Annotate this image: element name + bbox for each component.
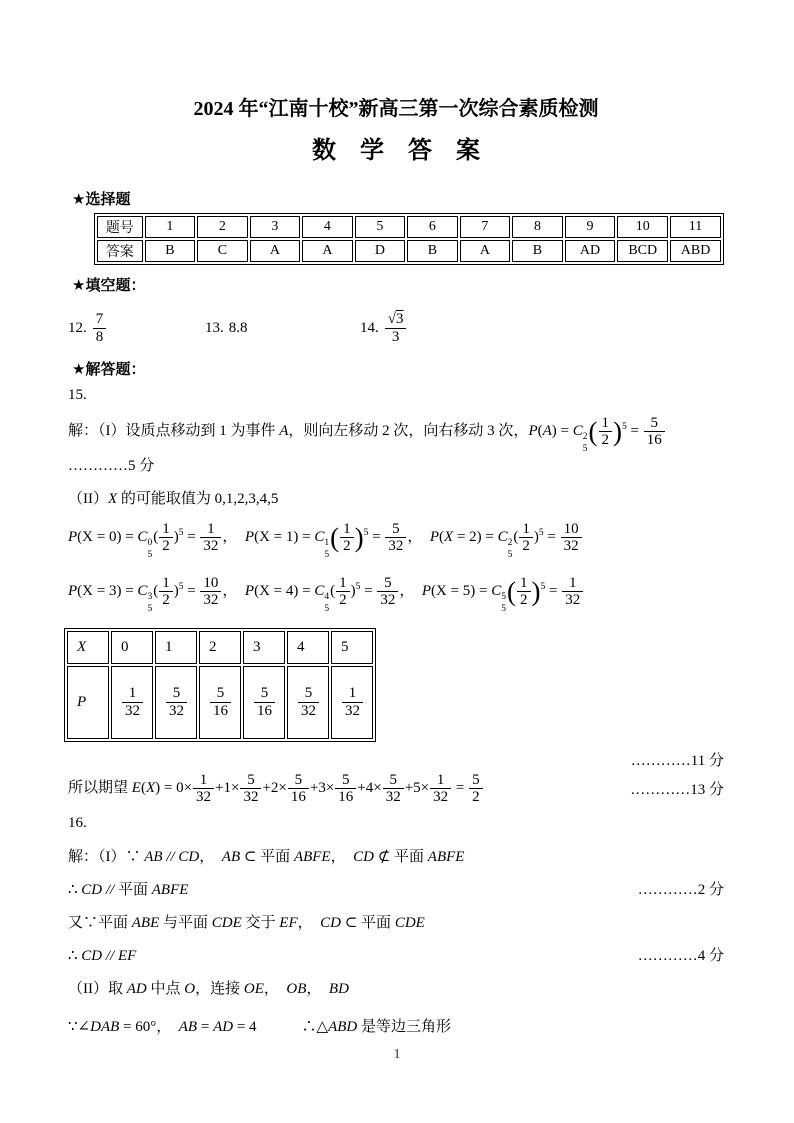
number-cell: 5 xyxy=(355,216,406,238)
number-cell: 11 xyxy=(670,216,721,238)
p-cell: $\frac{1}{32}$ xyxy=(331,666,373,739)
solution-line: P(X = 3) = C 3 5 ( $\frac{1}{2}$ )$^5$ = $\frac{10}{32}$ ， P(X = 4) = C 4 5 ( $\frac{1}{2}$ )$^5$ = $\frac{5}{32}$ ， P(X = 5) = C 5 5 ( $\frac{1}{2}$ )$^5$ = $\frac{1}{32}$ xyxy=(68,575,724,616)
p-label-cell xyxy=(67,666,109,739)
doc-subtitle: 数 学 答 案 xyxy=(312,137,480,164)
table-row-p xyxy=(67,666,373,739)
section-heading-choice: ★选择题 xyxy=(72,191,131,208)
p-cell: $\frac{5}{32}$ xyxy=(155,666,197,739)
answer-cell: AD xyxy=(565,240,616,262)
blank-label: 12. xyxy=(68,319,87,336)
blank-label: 13. xyxy=(205,319,224,336)
answer-cell: A xyxy=(302,240,353,262)
number-cell: 1 xyxy=(145,216,196,238)
score-marker-13: …………13 分 xyxy=(630,781,724,798)
blank-answer: 8.8 xyxy=(228,319,248,336)
x-cell: 3 xyxy=(243,631,285,664)
answer-cell: ABD xyxy=(670,240,721,262)
x-cell: 2 xyxy=(199,631,241,664)
solution-line: 又∵平面 ABE 与平面 CDE 交于 EF， CD ⊂ 平面 CDE xyxy=(68,915,425,931)
blank-item-14 xyxy=(360,311,407,344)
solution-line: P(X = 0) = C 0 5 ( $\frac{1}{2}$ )$^5$ = $\frac{1}{32}$ ， P(X = 1) = C 1 5 ( $\frac{1}{2}$ )$^5$ = $\frac{5}{32}$ ， P(X = 2) = C 2 5 ( $\frac{1}{2}$ )$^5$ = $\frac{10}{32}$ xyxy=(68,521,724,562)
x-cell: 0 xyxy=(111,631,153,664)
x-cell: 5 xyxy=(331,631,373,664)
number-cell: 3 xyxy=(250,216,301,238)
score-marker-11: …………11 分 xyxy=(630,752,724,769)
number-cell: 6 xyxy=(407,216,458,238)
answer-cell: A xyxy=(460,240,511,262)
answer-cell: C xyxy=(197,240,248,262)
choice-answer-table xyxy=(94,213,724,265)
number-cell: 7 xyxy=(460,216,511,238)
section-heading-solutions: ★解答题： xyxy=(72,361,146,378)
distribution-table xyxy=(64,628,376,742)
solution-line: （II）取 AD 中点 O，连接 OE， OB， BD xyxy=(68,981,349,997)
number-cell: 8 xyxy=(512,216,563,238)
page-number: 1 xyxy=(393,1047,401,1062)
p-cell: $\frac{5}{16}$ xyxy=(199,666,241,739)
solution-line: ∵∠DAB = 60°， AB = AD = 4 ∴△ABD 是等边三角形 xyxy=(68,1019,451,1035)
expectation-formula: 所以期望 E(X) = 0× $\frac{1}{32}$ +1× $\frac{5}{32}$ +2× $\frac{5}{16}$ +3× $\frac{5}{16}$ +4× $\frac{5}{32}$ +5× $\frac{1}{32}$ = $\frac{5}{2}$ xyxy=(68,772,484,805)
statement: ∴ CD // 平面 ABFE xyxy=(68,882,189,898)
problem-number-16: 16. xyxy=(68,815,87,831)
x-cell: 1 xyxy=(155,631,197,664)
number-cell: 2 xyxy=(197,216,248,238)
solution-line: 解：（I）设质点移动到 1 为事件 A，则向左移动 2 次，向右移动 3 次，P(A) = C 2 5 ( $\frac{1}{2}$ )$^5$ = $\frac{5}{16}$ …………5 分 xyxy=(68,415,724,477)
blank-item-13 xyxy=(205,320,360,337)
score-marker-2: …………2 分 xyxy=(637,882,724,898)
table-row-x xyxy=(67,631,373,664)
header-cell: 答案 xyxy=(97,240,143,262)
blank-label: 14. xyxy=(360,319,379,336)
answer-cell: D xyxy=(355,240,406,262)
section-heading-blanks: ★填空题： xyxy=(72,277,146,294)
number-cell: 10 xyxy=(617,216,668,238)
solution-line: 解：（I）∵ AB // CD， AB ⊂ 平面 ABFE， CD ⊄ 平面 ABFE xyxy=(68,849,465,865)
p-cell: $\frac{5}{32}$ xyxy=(287,666,329,739)
solution-line xyxy=(68,946,724,967)
answer-cell: BCD xyxy=(617,240,668,262)
doc-title: 2024 年“江南十校”新高三第一次综合素质检测 xyxy=(193,98,599,120)
answer-cell: B xyxy=(512,240,563,262)
blank-answer: $\frac{7}{8}$ xyxy=(92,311,108,344)
answer-cell: B xyxy=(145,240,196,262)
header-cell: 题号 xyxy=(97,216,143,238)
x-cell: 4 xyxy=(287,631,329,664)
blank-item-12 xyxy=(68,311,205,344)
x-label-cell xyxy=(67,631,109,664)
table-row-answers xyxy=(97,240,721,262)
p-cell: $\frac{5}{16}$ xyxy=(243,666,285,739)
solution-line xyxy=(68,880,724,901)
answer-cell: A xyxy=(250,240,301,262)
answer-cell: B xyxy=(407,240,458,262)
blanks-row xyxy=(68,305,724,351)
blank-answer: $\frac{√3}{3}$ xyxy=(384,311,408,344)
table-row-numbers xyxy=(97,216,721,238)
number-cell: 4 xyxy=(302,216,353,238)
p-label: P xyxy=(77,693,87,710)
solution-line: （II）X 的可能取值为 0,1,2,3,4,5 xyxy=(68,490,279,507)
number-cell: 9 xyxy=(565,216,616,238)
x-label: X xyxy=(77,638,87,655)
score-marker-4: …………4 分 xyxy=(637,948,724,964)
problem-number-15: 15. xyxy=(68,387,87,403)
solution-line-expectation xyxy=(68,772,724,805)
p-cell: $\frac{1}{32}$ xyxy=(111,666,153,739)
statement: ∴ CD // EF xyxy=(68,948,137,964)
